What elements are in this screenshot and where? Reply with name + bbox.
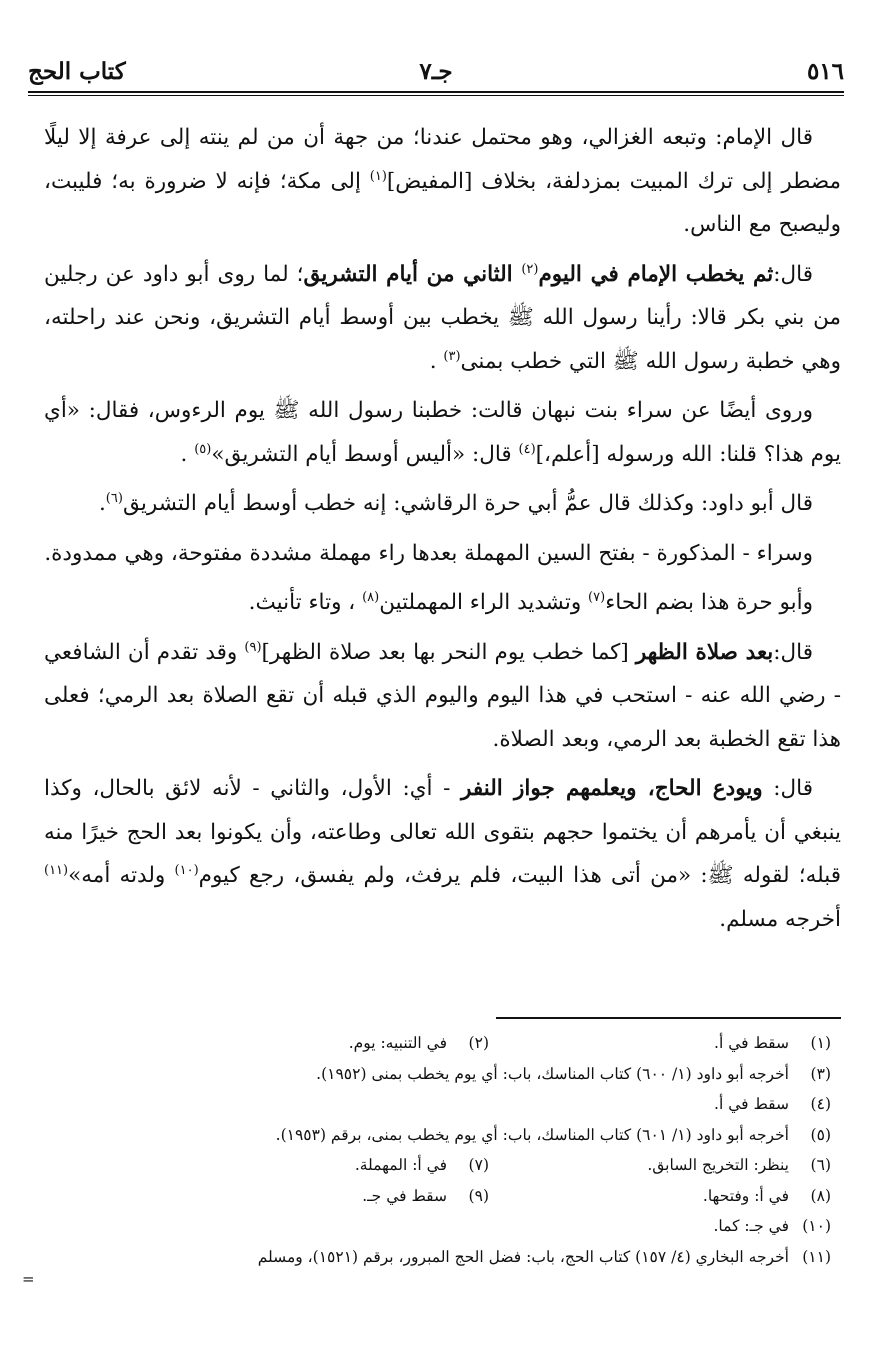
footnote-number: (٤) — [810, 1095, 831, 1113]
text-run: قال الإمام: وتبعه الغزالي، وهو محتمل عندنا؛ من جهة أن من لم ينته إلى عرفة إلا ليلًا مضطر إلى ترك المبيت بمزدلفة، بخلاف [المفيض] — [44, 125, 841, 194]
paragraph — [44, 581, 841, 625]
text-run: قال: — [762, 776, 813, 801]
footnote-ref: (٣) — [443, 348, 461, 364]
text-run: إلى مكة؛ فإنه لا ضرورة به؛ فليبت، وليصبح مع الناس. — [44, 168, 841, 237]
footnote-ref: (٤) — [518, 441, 536, 457]
footnote-ref: (٢) — [521, 261, 539, 277]
text-run: قال: — [773, 261, 813, 287]
text-run: - أي: الأول، والثاني - لأنه لائق بالحال، وكذا ينبغي أن يأمرهم أن يختموا حجهم بتقوى الله تعالى وطاعته، وأن يكونوا بعد الحج خيرًا منه قبله؛ لقوله ﷺ: «من أتى هذا البيت، فلم يرفث، ولم يفسق، رجع كيوم — [44, 776, 841, 888]
volume-label: جـ٧ — [419, 58, 453, 85]
bold-text: ويودع الحاج، ويعلمهم جواز النفر — [460, 776, 763, 801]
text-run: . — [429, 348, 444, 374]
footnote-text: في أ: وفتحها. — [702, 1186, 789, 1205]
footnote-line — [30, 1150, 831, 1181]
footnote-number: (١٠) — [802, 1217, 831, 1235]
footnote-number: (٩) — [468, 1186, 489, 1205]
page-number: ٥١٦ — [806, 58, 844, 85]
footnote-text: ينظر: التخريج السابق. — [647, 1156, 789, 1174]
footnote-text: في جـ: كما. — [713, 1217, 789, 1235]
footnote-line — [30, 1089, 831, 1120]
footnote-line — [30, 1059, 831, 1090]
text-run: ، وتاء تأنيث. — [248, 590, 363, 615]
text-run: قال: «أليس أوسط أيام التشريق» — [211, 441, 519, 467]
text-run: [كما خطب يوم النحر بها بعد صلاة الظهر] — [261, 639, 636, 665]
footnote-text: أخرجه البخاري (٤/ ١٥٧) كتاب الحج، باب: فضل الحج المبرور، برقم (١٥٢١)، ومسلم — [257, 1247, 789, 1266]
main-text — [44, 116, 841, 947]
footnote-line — [30, 1028, 831, 1059]
footnote-number: (٥) — [810, 1125, 831, 1144]
text-run: وسراء - المذكورة - بفتح السين المهملة بعدها راء مهملة مشددة مفتوحة، وهي ممدودة. — [44, 540, 813, 566]
footnote-line — [30, 1242, 831, 1273]
footnote-text: سقط في أ. — [714, 1095, 789, 1113]
paragraph — [44, 116, 841, 247]
footnote-ref: (٧) — [588, 589, 606, 605]
footnote-text: سقط في أ. — [714, 1034, 789, 1052]
header-rule — [28, 91, 844, 93]
footnote-line — [30, 1211, 831, 1242]
text-run: . — [98, 491, 106, 516]
text-run: أخرجه مسلم. — [719, 906, 841, 932]
footnote-number: (٣) — [810, 1064, 831, 1083]
footnote-number: (٦) — [810, 1156, 831, 1174]
footnote-ref: (١) — [369, 168, 387, 184]
text-run: ولدته أمه» — [68, 863, 175, 888]
text-run: قال: — [773, 639, 813, 665]
paragraph — [44, 389, 841, 476]
book-title: كتاب الحج — [28, 58, 126, 85]
footnote-text: أخرجه أبو داود (١/ ٦٠٠) كتاب المناسك، باب: أي يوم يخطب بمنى (١٩٥٢). — [316, 1064, 789, 1083]
paragraph — [44, 253, 841, 384]
text-run: ؛ لما روى أبو داود عن رجلين من بني بكر قالا: رأينا رسول الله ﷺ يخطب بين أوسط أيام التشريق، ونحن عند راحلته، وهي خطبة رسول الله ﷺ التي خطب بمنى — [44, 261, 841, 374]
footnote-separator — [496, 1017, 841, 1019]
footnote-ref: (١٠) — [174, 862, 199, 878]
footnote-line — [30, 1181, 831, 1212]
footnote-number: (١١) — [802, 1247, 831, 1266]
edge-mark: = — [22, 1270, 35, 1288]
footnote-text: سقط في جـ. — [362, 1186, 447, 1205]
text-run: وروى أيضًا عن سراء بنت نبهان قالت: خطبنا رسول الله ﷺ يوم الرءوس، فقال: «أي يوم هذا؟ قلنا: الله ورسوله [أعلم،] — [44, 398, 841, 467]
footnote-ref: (٩) — [244, 639, 262, 655]
bold-text: الثاني من أيام التشريق — [303, 261, 522, 287]
bold-text: بعد صلاة الظهر — [635, 639, 774, 665]
paragraph — [44, 482, 841, 526]
text-run: وتشديد الراء المهملتين — [379, 590, 589, 615]
text-run: وأبو حرة هذا بضم الحاء — [605, 590, 813, 615]
footnotes — [30, 1028, 831, 1272]
paragraph — [44, 532, 841, 576]
footnote-line — [30, 1120, 831, 1151]
footnote-text: في أ: المهملة. — [354, 1156, 447, 1174]
footnote-number: (١) — [810, 1034, 831, 1052]
text-run: قال أبو داود: وكذلك قال عمُّ أبي حرة الرقاشي: إنه خطب أوسط أيام التشريق — [122, 491, 813, 516]
footnote-number: (٧) — [468, 1156, 489, 1174]
footnote-ref: (٥) — [194, 441, 212, 457]
footnote-ref: (١١) — [44, 862, 69, 878]
footnote-text: في التنبيه: يوم. — [348, 1034, 447, 1052]
footnote-number: (٨) — [810, 1186, 831, 1205]
text-run: وقد تقدم أن الشافعي - رضي الله عنه - استحب في هذا اليوم واليوم الذي قبله أن تقع الصلاة بعد الرمي؛ فعلى هذا تقع الخطبة بعد الرمي، وبعد الصلاة. — [44, 639, 841, 752]
header-rule-thin — [28, 95, 844, 96]
footnote-ref: (٨) — [362, 589, 380, 605]
paragraph — [44, 767, 841, 941]
text-run: . — [180, 441, 195, 467]
footnote-ref: (٦) — [105, 490, 123, 506]
page-header — [28, 50, 844, 90]
footnote-text: أخرجه أبو داود (١/ ٦٠١) كتاب المناسك، باب: أي يوم يخطب بمنى، برقم (١٩٥٣). — [275, 1125, 789, 1144]
bold-text: ثم يخطب الإمام في اليوم — [538, 261, 774, 287]
paragraph — [44, 631, 841, 762]
footnote-number: (٢) — [468, 1034, 489, 1052]
